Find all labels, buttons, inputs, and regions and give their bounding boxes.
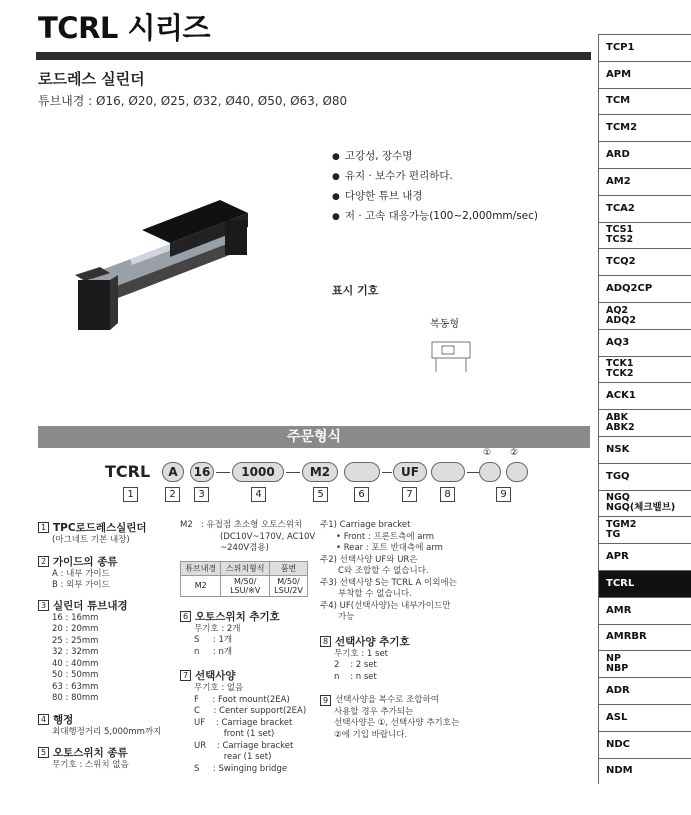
- note-line: 주4) UF(선택사양)는 내부가이드만: [320, 600, 451, 611]
- tab-apm[interactable]: APM: [598, 61, 691, 88]
- symbol-caption: 복동형: [430, 319, 459, 330]
- feature-item: ● 저 · 고속 대응가능(100~2,000mm/sec): [332, 207, 538, 227]
- dash: [216, 472, 230, 473]
- section-title: 오토스위치 추기호: [195, 610, 280, 623]
- tab-aq2[interactable]: AQ2 ADQ2: [598, 302, 691, 329]
- order-num: 9: [496, 487, 511, 502]
- section-number: 2: [38, 556, 49, 567]
- tab-nsk[interactable]: NSK: [598, 436, 691, 463]
- table-header: 스위치형식: [221, 561, 270, 575]
- list-item: 25 : 25mm: [52, 635, 99, 646]
- page-title: TCRL 시리즈: [38, 11, 211, 45]
- list-item: B : 외부 가이드: [52, 580, 110, 590]
- symbol-heading: 표시 기호: [332, 284, 379, 297]
- list-item: S : 1개: [194, 635, 233, 645]
- tab-tcp1[interactable]: TCP1: [598, 34, 691, 61]
- list-item: 무기호 : 2개: [194, 623, 241, 634]
- category-tabs: [598, 34, 691, 784]
- section-heading: [38, 520, 178, 535]
- list-item: 20 : 20mm: [52, 624, 99, 634]
- section-number: 4: [38, 714, 49, 725]
- section-heading: [38, 712, 178, 727]
- tab-ndc[interactable]: NDC: [598, 731, 691, 758]
- tab-ngq[interactable]: NGQ NGQ(체크밸브): [598, 490, 691, 517]
- tab-asl[interactable]: ASL: [598, 704, 691, 731]
- order-num: 2: [165, 487, 180, 502]
- order-num: 8: [440, 487, 455, 502]
- title-rule: [36, 52, 591, 60]
- tab-adq2cp[interactable]: ADQ2CP: [598, 275, 691, 302]
- tab-tcq2[interactable]: TCQ2: [598, 248, 691, 275]
- tab-tcm[interactable]: TCM: [598, 88, 691, 115]
- tab-ack1[interactable]: ACK1: [598, 382, 691, 409]
- left-specs: [38, 520, 178, 772]
- circle-label-2: ②: [510, 448, 519, 458]
- order-num: 3: [194, 487, 209, 502]
- list-item: C : Center support(2EA): [194, 706, 307, 716]
- order-num: 7: [402, 487, 417, 502]
- code-switch: M2: [302, 462, 338, 482]
- section-number: 3: [38, 600, 49, 611]
- list-item: n : n set: [334, 671, 377, 682]
- list-item: 32 : 32mm: [52, 647, 99, 657]
- section-heading: [38, 745, 178, 760]
- list-item: 80 : 80mm: [52, 693, 99, 703]
- section-title: 오토스위치 종류: [53, 747, 128, 759]
- section-title: 선택사양 추기호: [335, 635, 410, 648]
- section-heading: [180, 609, 320, 624]
- tab-tck1[interactable]: TCK1 TCK2: [598, 356, 691, 383]
- list-item: A : 내부 가이드: [52, 568, 110, 579]
- section-heading: [38, 554, 178, 569]
- list-item: 2 : 2 set: [334, 660, 377, 670]
- subtitle: 로드레스 실린더: [38, 70, 145, 88]
- feature-item: ● 다양한 튜브 내경: [332, 187, 538, 207]
- section-heading: [320, 695, 470, 707]
- tab-abk[interactable]: ABK ABK2: [598, 409, 691, 436]
- code-option-qty: [431, 462, 465, 482]
- list-item: UR : Carriage bracket: [194, 740, 294, 751]
- dash: [467, 472, 479, 473]
- table-header: 튜브내경: [181, 561, 221, 575]
- note-line: 주3) 선택사양 S는 TCRL A 이외에는: [320, 577, 457, 588]
- list-item: n : n개: [194, 646, 233, 657]
- circle-label-1: ①: [483, 448, 492, 458]
- order-title: 주문형식: [286, 429, 342, 445]
- note-line: 주1) Carriage bracket: [320, 520, 411, 530]
- right-notes: [320, 520, 470, 741]
- section-heading: [180, 668, 320, 683]
- tab-amrbr[interactable]: AMRBR: [598, 624, 691, 651]
- tab-tgq[interactable]: TGQ: [598, 463, 691, 490]
- cylinder-image: [70, 175, 260, 335]
- tab-aq3[interactable]: AQ3: [598, 329, 691, 356]
- tab-adr[interactable]: ADR: [598, 677, 691, 704]
- section-title: TPC로드레스실린더: [53, 522, 147, 534]
- order-num: 4: [251, 487, 266, 502]
- feature-list: [332, 147, 538, 227]
- note-line: 사용할 경우 추가되는: [334, 706, 414, 717]
- code-stroke: 1000: [232, 462, 284, 482]
- double-acting-symbol-icon: [428, 336, 474, 376]
- code-switch-qty: [344, 462, 380, 482]
- list-item: rear (1 set): [194, 752, 272, 762]
- table-row: [181, 575, 308, 596]
- section-number: 1: [38, 522, 49, 533]
- note-line: 주2) 선택사양 UF와 UR은: [320, 554, 418, 565]
- tab-ard[interactable]: ARD: [598, 141, 691, 168]
- tab-np[interactable]: NP NBP: [598, 650, 691, 677]
- note-line: 선택사양을 복수로 조합하여: [335, 695, 439, 705]
- section-title: 행정: [53, 713, 74, 726]
- section-number: 8: [320, 636, 331, 647]
- dash: [382, 472, 392, 473]
- tab-amr[interactable]: AMR: [598, 597, 691, 624]
- list-item: 무기호 : 없음: [194, 683, 244, 693]
- order-num: 1: [123, 487, 138, 502]
- list-item: 16 : 16mm: [52, 612, 99, 623]
- list-item: 무기호 : 1 set: [334, 648, 389, 659]
- section-number: 5: [38, 747, 49, 758]
- mid-specs: [180, 520, 320, 775]
- order-num: 5: [313, 487, 328, 502]
- section-number: 7: [180, 670, 191, 681]
- section-title: 실린더 튜브내경: [53, 599, 128, 612]
- list-item: 63 : 63mm: [52, 681, 99, 692]
- section-number: 6: [180, 611, 191, 622]
- switch-table: [180, 561, 308, 597]
- tab-tcm2[interactable]: TCM2: [598, 114, 691, 141]
- section-number: 9: [320, 695, 331, 706]
- section-note: 최대행정거리 5,000mm까지: [52, 726, 162, 737]
- tab-tcs1[interactable]: TCS1 TCS2: [598, 222, 691, 249]
- note-line: C와 조합할 수 없습니다.: [338, 566, 429, 576]
- section-title: 가이드의 종류: [53, 555, 118, 568]
- dash: [286, 472, 300, 473]
- section-heading: [320, 634, 470, 649]
- tab-am2[interactable]: AM2: [598, 168, 691, 195]
- switch-desc: M2 : 유접점 초소형 오토스위치: [180, 520, 303, 530]
- code-extra-2: [506, 462, 528, 482]
- code-guide: A: [162, 462, 184, 482]
- code-series: TCRL: [105, 462, 151, 481]
- list-item: 50 : 50mm: [52, 670, 99, 680]
- table-cell: M/50/ LSU/2V: [270, 575, 308, 596]
- note-line: 부착할 수 없습니다.: [338, 589, 412, 599]
- list-item: UF : Carriage bracket: [194, 717, 293, 728]
- bore-sizes: 튜브내경 : Ø16, Ø20, Ø25, Ø32, Ø40, Ø50, Ø63, Ø80: [38, 94, 348, 108]
- feature-item: ● 고강성, 장수명: [332, 147, 538, 167]
- list-item: 40 : 40mm: [52, 658, 99, 669]
- section-note: (마그네트 기본 내장): [52, 535, 130, 545]
- section-note: 무기호 : 스위치 없음: [52, 760, 129, 770]
- code-option: UF: [393, 462, 427, 482]
- list-item: F : Foot mount(2EA): [194, 694, 290, 705]
- table-cell: M/50/ LSU/※V: [221, 575, 270, 596]
- note-line: • Front : 프론트측에 arm: [336, 531, 435, 542]
- list-item: S : Swinging bridge: [194, 763, 288, 774]
- tab-ndm[interactable]: NDM: [598, 758, 691, 785]
- section-heading: [38, 598, 178, 613]
- order-num: 6: [354, 487, 369, 502]
- switch-desc: ~240V겸용): [220, 543, 269, 553]
- switch-desc: (DC10V~170V, AC10V: [220, 531, 316, 542]
- note-line: • Rear : 포트 반대측에 arm: [336, 543, 443, 553]
- note-line: ②에 기입 바랍니다.: [334, 729, 408, 740]
- tab-tgm2[interactable]: TGM2 TG: [598, 516, 691, 543]
- list-item: front (1 set): [194, 729, 275, 739]
- note-line: 가능: [338, 612, 355, 622]
- feature-item: ● 유지 · 보수가 편리하다.: [332, 167, 538, 187]
- code-extra-1: [479, 462, 501, 482]
- table-header: 품번: [270, 561, 308, 575]
- note-line: 선택사양은 ①, 선택사양 추기호는: [334, 718, 460, 728]
- tab-tca2[interactable]: TCA2: [598, 195, 691, 222]
- tab-apr[interactable]: APR: [598, 543, 691, 570]
- table-cell: M2: [181, 575, 221, 596]
- tab-tcrl[interactable]: TCRL: [598, 570, 691, 597]
- section-title: 선택사양: [195, 670, 236, 682]
- code-bore: 16: [190, 462, 214, 482]
